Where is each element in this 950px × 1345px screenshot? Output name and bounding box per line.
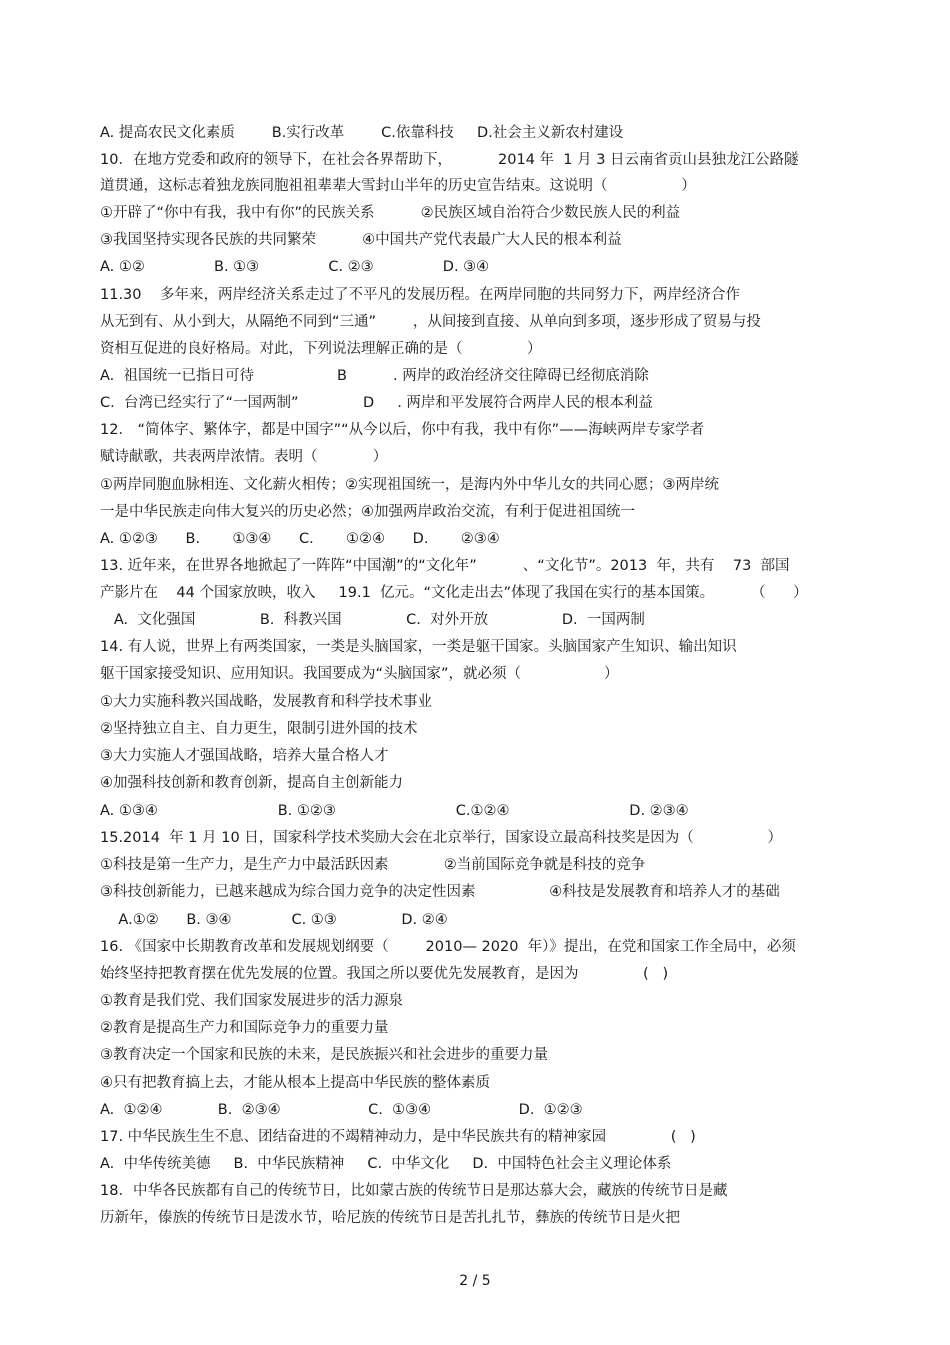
text-line: ③教育决定一个国家和民族的未来，是民族振兴和社会进步的重要力量: [100, 1047, 548, 1063]
text-line: ③科技创新能力，已越来越成为综合国力竞争的决定性因素 ④科技是发展教育和培养人才的基础: [100, 884, 780, 900]
text-line: ②坚持独立自主、自力更生，限制引进外国的技术: [100, 721, 418, 737]
text-line: ①大力实施科教兴国战略，发展教育和科学技术事业: [100, 694, 432, 710]
text-line: ①教育是我们党、我们国家发展进步的活力源泉: [100, 993, 403, 1009]
text-line: ①科技是第一生产力，是生产力中最活跃因素 ②当前国际竞争就是科技的竞争: [100, 857, 646, 873]
text-line: ④加强科技创新和教育创新，提高自主创新能力: [100, 775, 403, 791]
text-line: A. 提高农民文化素质 B.实行改革 C.依靠科技 D.社会主义新农村建设: [100, 125, 624, 141]
text-line: A. 中华传统美德 B. 中华民族精神 C. 中华文化 D. 中国特色社会主义理论体系: [100, 1156, 672, 1172]
text-line: 历新年，傣族的传统节日是泼水节，哈尼族的传统节日是苦扎扎节，彝族的传统节日是火把: [100, 1210, 680, 1226]
text-line: A. 祖国统一已指日可待 B . 两岸的政治经济交往障碍已经彻底消除: [100, 368, 649, 384]
text-line: 一是中华民族走向伟大复兴的历史必然；④加强两岸政治交流，有利于促进祖国统一: [100, 504, 635, 520]
text-line: A.①② B. ③④ C. ①③ D. ②④: [100, 912, 448, 928]
text-line: A. ①②④ B. ②③④ C. ①③④ D. ①②③: [100, 1102, 583, 1118]
text-line: A. 文化强国 B. 科教兴国 C. 对外开放 D. 一国两制: [100, 612, 645, 628]
text-line: 11.30 多年来，两岸经济关系走过了不平凡的发展历程。在两岸同胞的共同努力下，两岸经济合作: [100, 287, 740, 303]
text-line: 赋诗献歌，共表两岸浓情。表明（ ）: [100, 449, 388, 465]
page-number: 2 / 5: [459, 1273, 491, 1289]
text-line: 10．在地方党委和政府的领导下，在社会各界帮助下， 2014 年 1 月 3 日云南省贡山县独龙江公路隧: [100, 152, 799, 168]
text-line: ①两岸同胞血脉相连、文化薪火相传；②实现祖国统一，是海内外中华儿女的共同心愿；③两岸统: [100, 477, 719, 493]
text-line: 躯干国家接受知识、应用知识。我国要成为“头脑国家”，就必须（ ）: [100, 666, 619, 682]
text-line: A. ①② B. ①③ C. ②③ D. ③④: [100, 259, 490, 275]
text-line: 14. 有人说，世界上有两类国家，一类是头脑国家，一类是躯干国家。头脑国家产生知识、输出知识: [100, 639, 737, 655]
text-line: 资相互促进的良好格局。对此，下列说法理解正确的是（ ）: [100, 341, 542, 357]
text-line: 产影片在 44 个国家放映，收入 19.1 亿元。“文化走出去”体现了我国在实行的基本国策。 （ ）: [100, 585, 808, 601]
text-line: ①开辟了“你中有我，我中有你”的民族关系 ②民族区域自治符合少数民族人民的利益: [100, 205, 681, 221]
text-line: ④只有把教育搞上去，才能从根本上提高中华民族的整体素质: [100, 1075, 490, 1091]
text-line: 16. 《国家中长期教育改革和发展规划纲要（ 2010— 2020 年）》提出，在党和国家工作全局中，必须: [100, 939, 796, 955]
text-line: 从无到有、从小到大，从隔绝不同到“三通” ，从间接到直接、从单向到多项，逐步形成了贸易与投: [100, 314, 761, 330]
text-line: 13. 近年来，在世界各地掀起了一阵阵“中国潮”的“文化年” 、“文化节”。2013 年，共有 73 部国: [100, 558, 790, 574]
text-line: 始终坚持把教育摆在优先发展的位置。我国之所以要优先发展教育，是因为 ( ): [100, 966, 669, 982]
text-line: ③大力实施人才强国战略，培养大量合格人才: [100, 748, 389, 764]
text-line: ③我国坚持实现各民族的共同繁荣 ④中国共产党代表最广大人民的根本利益: [100, 232, 622, 248]
text-line: A. ①②③ B. ①③④ C. ①②④ D. ②③④: [100, 531, 500, 547]
text-line: 18．中华各民族都有自己的传统节日，比如蒙古族的传统节日是那达慕大会，藏族的传统节日是藏: [100, 1183, 728, 1199]
text-line: A. ①③④ B. ①②③ C.①②④ D. ②③④: [100, 803, 689, 819]
text-line: 12． “简体字、繁体字，都是中国字”“从今以后，你中有我，我中有你”——海峡两岸专家学者: [100, 422, 705, 438]
text-line: C. 台湾已经实行了“一国两制” D . 两岸和平发展符合两岸人民的根本利益: [100, 395, 653, 411]
text-line: 17. 中华民族生生不息、团结奋进的不竭精神动力，是中华民族共有的精神家园 ( ): [100, 1129, 696, 1145]
text-line: 道贯通，这标志着独龙族同胞祖祖辈辈大雪封山半年的历史宣告结束。这说明（ ）: [100, 178, 696, 194]
text-line: ②教育是提高生产力和国际竞争力的重要力量: [100, 1020, 389, 1036]
text-line: 15.2014 年 1 月 10 日，国家科学技术奖励大会在北京举行，国家设立最高科技奖是因为（ ）: [100, 830, 783, 846]
